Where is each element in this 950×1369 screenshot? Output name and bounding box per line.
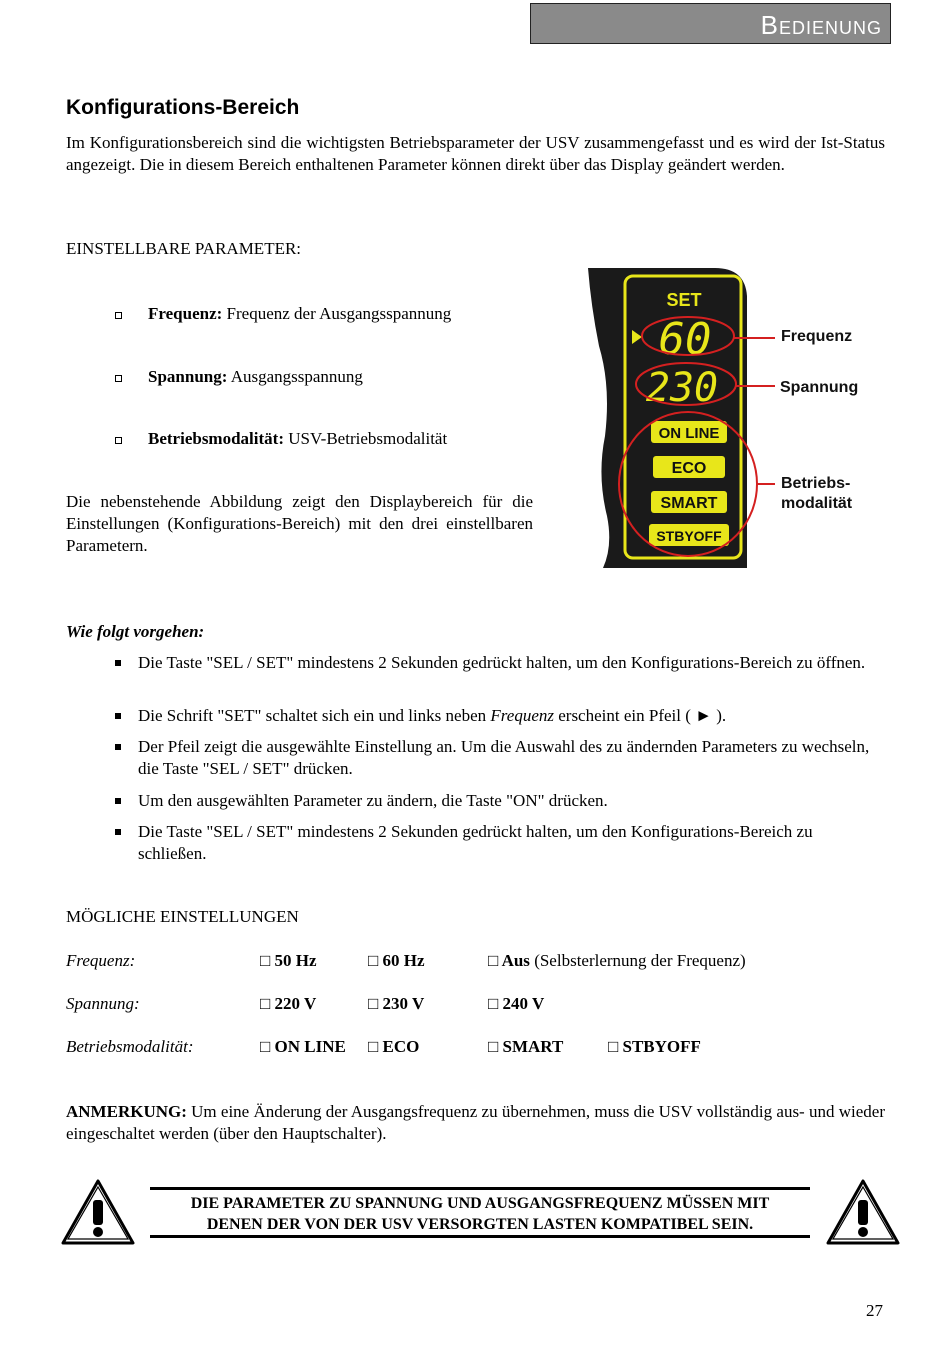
settings-label: Betriebsmodalität: <box>66 1037 194 1056</box>
option: □ ECO <box>368 1037 420 1056</box>
option: □ STBYOFF <box>608 1037 701 1056</box>
settings-label: Frequenz: <box>66 951 136 970</box>
page-title: Konfigurations-Bereich <box>66 96 300 119</box>
display-figure <box>585 266 885 571</box>
param-item-frequency <box>115 303 451 325</box>
callout-voltage: Spannung <box>780 379 859 396</box>
list-item: Der Pfeil zeigt die ausgewählte Einstellung an. Um die Auswahl des zu ändernden Parameters zu wechseln, die Taste "SEL / SET" drücken. <box>115 736 885 780</box>
param-desc: Ausgangsspannung <box>230 367 363 386</box>
param-label: Spannung: <box>148 367 228 386</box>
note-label: ANMERKUNG: <box>66 1102 187 1121</box>
warning-line1: DIE PARAMETER ZU SPANNUNG UND AUSGANGSFREQUENZ MÜSSEN MIT <box>190 1195 770 1212</box>
warning-triangle-icon <box>825 1178 901 1246</box>
list-item: Die Taste "SEL / SET" mindestens 2 Sekunden gedrückt halten, um den Konfigurations-Bereich zu öffnen. <box>115 652 885 674</box>
mode-online: ON LINE <box>658 425 720 442</box>
bullet-icon <box>115 744 121 750</box>
param-item-voltage <box>115 366 363 388</box>
bullet-icon <box>115 798 121 804</box>
callout-mode-line2: modalität <box>781 495 853 512</box>
params-heading: EINSTELLBARE PARAMETER: <box>66 239 302 258</box>
option: □ SMART <box>488 1037 564 1056</box>
set-indicator: SET <box>666 290 702 310</box>
settings-row-voltage <box>66 994 545 1014</box>
warning-top-rule <box>150 1187 810 1190</box>
mode-smart: SMART <box>660 495 718 512</box>
note-text: Um eine Änderung der Ausgangsfrequenz zu übernehmen, muss die USV vollständig aus- und wieder eingeschaltet werden (über den Hauptschalter). <box>66 1102 885 1143</box>
checkbox-square-icon <box>115 375 122 382</box>
bullet-icon <box>115 660 121 666</box>
option-note: (Selbsterlernung der Frequenz) <box>529 951 746 970</box>
list-item: Die Taste "SEL / SET" mindestens 2 Sekunden gedrückt halten, um den Konfigurations-Bereich zu schließen. <box>115 821 885 865</box>
volt-readout: 230 <box>645 365 719 411</box>
callout-mode <box>781 474 852 514</box>
option: □ 50 Hz <box>260 951 317 970</box>
intro-paragraph: Im Konfigurationsbereich sind die wichtigsten Betriebsparameter der USV zusammengefasst und es wird der Ist-Status angezeigt. Die in diesem Bereich enthaltenen Parameter können direkt über das Display geändert werden. <box>66 133 885 174</box>
callout-frequency: Frequenz <box>781 328 853 345</box>
option: □ 220 V <box>260 994 317 1013</box>
note-paragraph <box>66 1101 885 1145</box>
settings-row-mode <box>66 1037 701 1057</box>
param-desc: USV-Betriebsmodalität <box>288 429 448 448</box>
display-panel <box>588 268 747 568</box>
param-label: Frequenz: <box>148 304 223 323</box>
list-item: Die Schrift "SET" schaltet sich ein und links neben Frequenz erscheint ein Pfeil ( ► ). <box>115 705 885 727</box>
mode-eco: ECO <box>671 460 707 477</box>
mode-stbyoff: STBYOFF <box>656 528 722 544</box>
page-number: 27 <box>866 1301 883 1320</box>
bullet-icon <box>115 713 121 719</box>
option: □ Aus <box>488 951 530 970</box>
warning-text <box>150 1193 810 1235</box>
section-header <box>530 3 891 44</box>
howto-heading: Wie folgt vorgehen: <box>66 622 205 641</box>
warning-line2: DENEN DER VON DER USV VERSORGTEN LASTEN KOMPATIBEL SEIN. <box>206 1216 754 1233</box>
param-label: Betriebsmodalität: <box>148 429 284 448</box>
warning-bottom-rule <box>150 1235 810 1238</box>
freq-readout: 60 <box>658 314 712 365</box>
option: □ ON LINE <box>260 1037 346 1056</box>
param-desc: Frequenz der Ausgangsspannung <box>226 304 452 323</box>
param-item-mode <box>115 428 447 450</box>
bullet-icon <box>115 829 121 835</box>
callout-mode-line1: Betriebs- <box>781 475 851 492</box>
figure-caption: Die nebenstehende Abbildung zeigt den Displaybereich für die Einstellungen (Konfigurations-Bereich) mit den drei einstellbaren Parametern. <box>66 492 533 555</box>
settings-heading: MÖGLICHE EINSTELLUNGEN <box>66 907 299 926</box>
option: □ 60 Hz <box>368 951 425 970</box>
section-header-label: Bedienung <box>760 10 882 40</box>
checkbox-square-icon <box>115 437 122 444</box>
checkbox-square-icon <box>115 312 122 319</box>
option: □ 230 V <box>368 994 425 1013</box>
option: □ 240 V <box>488 994 545 1013</box>
settings-row-frequency <box>66 951 746 971</box>
settings-label: Spannung: <box>66 994 140 1013</box>
warning-triangle-icon <box>60 1178 136 1246</box>
list-item: Um den ausgewählten Parameter zu ändern, die Taste "ON" drücken. <box>115 790 885 812</box>
